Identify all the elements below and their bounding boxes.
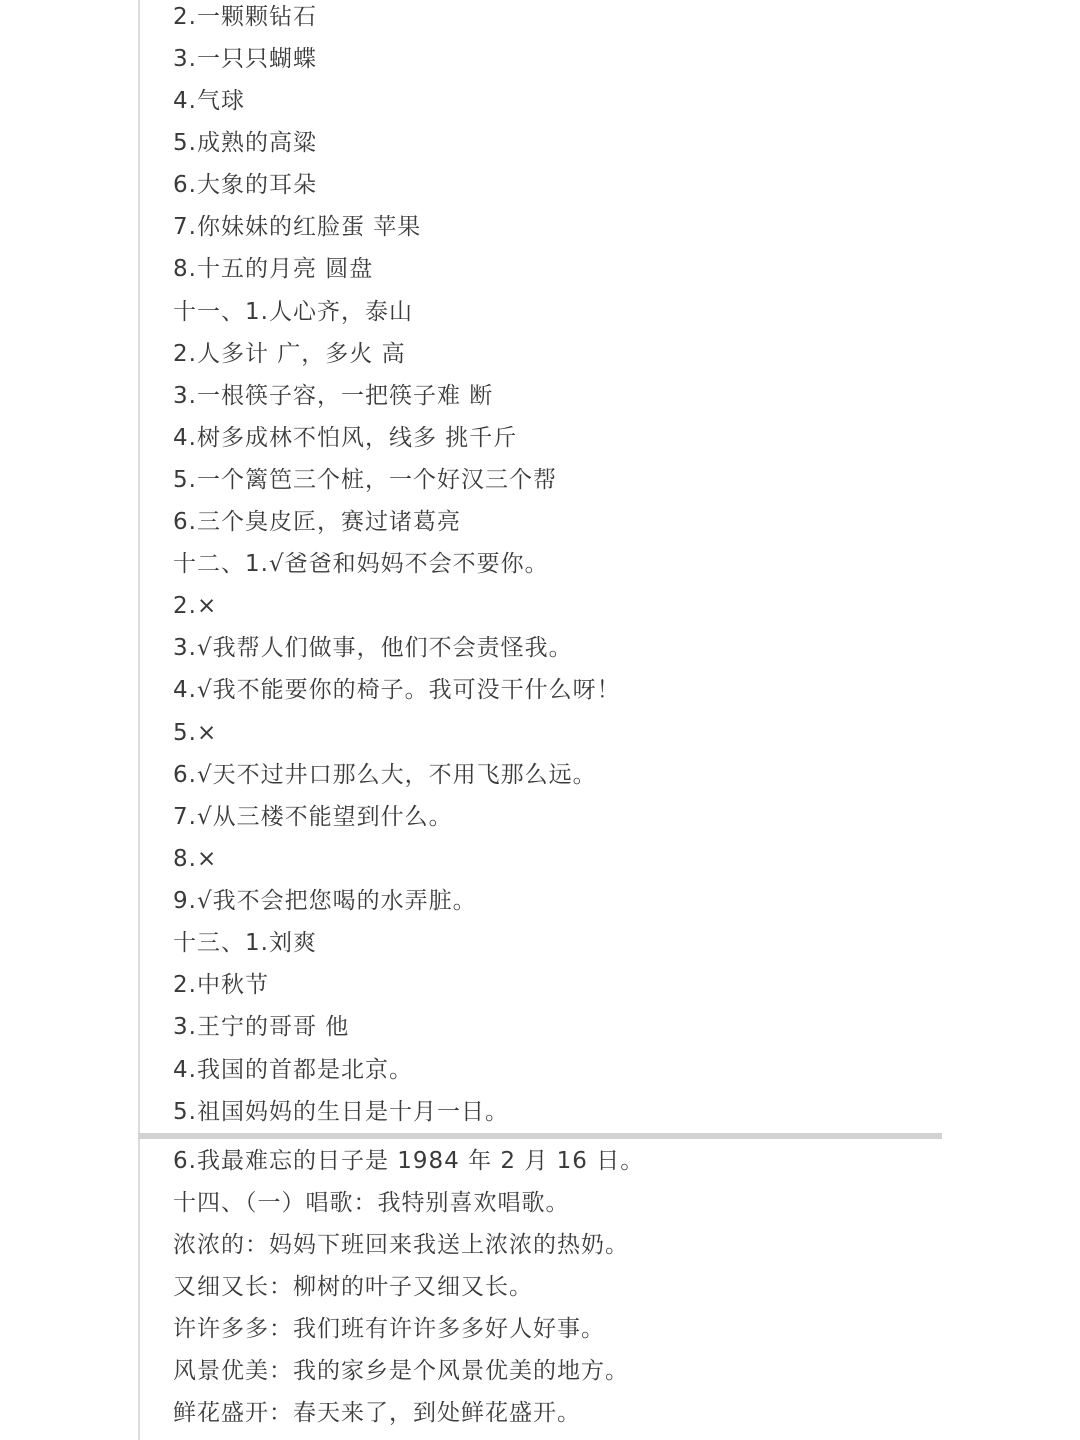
answer-line: 2.×: [173, 593, 218, 619]
answer-line: 3.一根筷子容，一把筷子难 断: [173, 383, 494, 409]
answer-line: 浓浓的：妈妈下班回来我送上浓浓的热奶。: [173, 1232, 629, 1258]
answer-line: 4.√我不能要你的椅子。我可没干什么呀！: [173, 677, 621, 703]
answer-line: 3.王宁的哥哥 他: [173, 1014, 350, 1040]
section-heading-line: 十二、1.√爸爸和妈妈不会不要你。: [173, 551, 549, 577]
section-heading-line: 十一、1.人心齐，泰山: [173, 299, 413, 325]
answer-line: 2.一颗颗钻石: [173, 4, 317, 30]
answer-line: 6.大象的耳朵: [173, 172, 317, 198]
answer-line: 又细又长：柳树的叶子又细又长。: [173, 1274, 533, 1300]
answer-line: 许许多多：我们班有许许多多好人好事。: [173, 1316, 605, 1342]
answer-line: 9.√我不会把您喝的水弄脏。: [173, 888, 477, 914]
answer-line: 7.你妹妹的红脸蛋 苹果: [173, 214, 422, 240]
answer-line: 7.√从三楼不能望到什么。: [173, 804, 453, 830]
answer-line: 2.人多计 广，多火 高: [173, 341, 406, 367]
section-heading-line: 十三、1.刘爽: [173, 930, 317, 956]
answer-line: 6.√天不过井口那么大，不用飞那么远。: [173, 762, 597, 788]
answer-line: 8.×: [173, 846, 218, 872]
answer-line: 5.一个篱笆三个桩，一个好汉三个帮: [173, 467, 557, 493]
answer-line: 5.×: [173, 720, 218, 746]
section-heading-line: 十四、（一）唱歌：我特别喜欢唱歌。: [173, 1190, 570, 1216]
answer-line: 5.祖国妈妈的生日是十月一日。: [173, 1099, 509, 1125]
answer-line: 4.我国的首都是北京。: [173, 1057, 413, 1083]
answer-line: 6.三个臭皮匠，赛过诸葛亮: [173, 509, 461, 535]
answer-line: 鲜花盛开：春天来了，到处鲜花盛开。: [173, 1400, 581, 1426]
page-break-divider: [138, 1133, 942, 1139]
answer-line: 4.树多成林不怕风，线多 挑千斤: [173, 425, 518, 451]
answer-line: 3.√我帮人们做事，他们不会责怪我。: [173, 635, 573, 661]
answer-line: 3.一只只蝴蝶: [173, 46, 317, 72]
answer-line: 4.气球: [173, 88, 245, 114]
answer-line: 5.成熟的高粱: [173, 130, 317, 156]
answer-line: 8.十五的月亮 圆盘: [173, 256, 374, 282]
answer-line: 风景优美：我的家乡是个风景优美的地方。: [173, 1358, 629, 1384]
answer-line: 2.中秋节: [173, 972, 269, 998]
page-margin-line: [138, 0, 140, 1440]
answer-line: 6.我最难忘的日子是 1984 年 2 月 16 日。: [173, 1148, 645, 1174]
